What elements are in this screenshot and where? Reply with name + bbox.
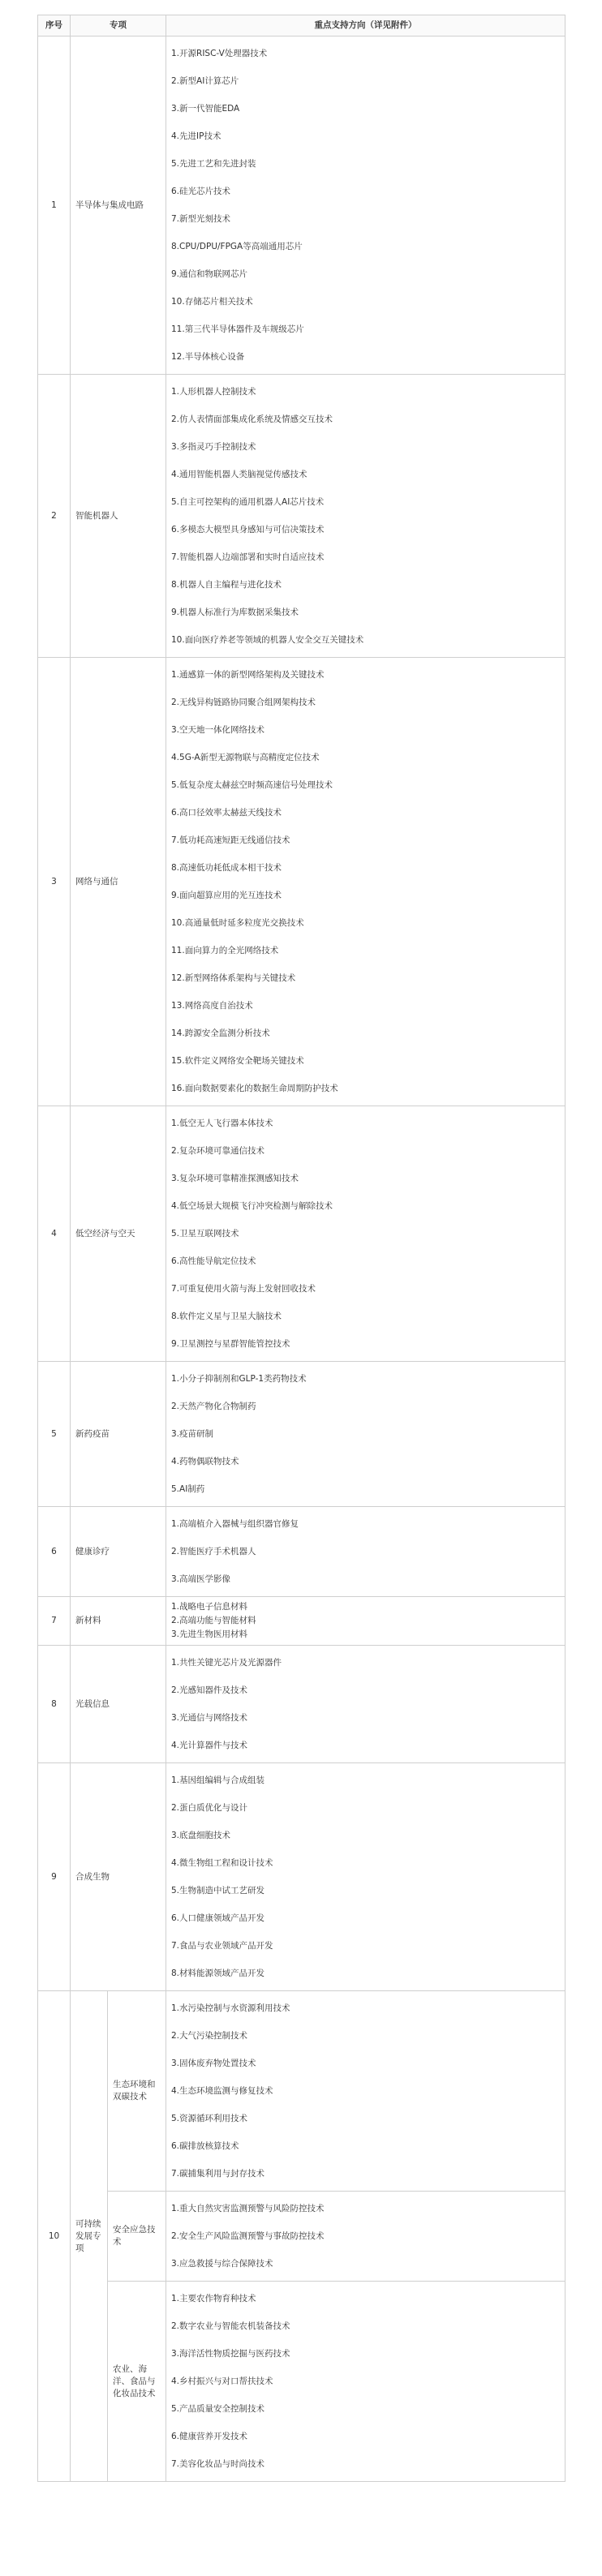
direction-item: 3.空天地一体化网络技术 <box>171 725 265 735</box>
direction-item: 3.海洋活性物质挖掘与医药技术 <box>171 2349 290 2359</box>
direction-item: 4.药物偶联物技术 <box>171 1457 239 1466</box>
direction-item: 10.高通量低时延多粒度光交换技术 <box>171 918 304 928</box>
direction-item: 1.人形机器人控制技术 <box>171 387 256 397</box>
direction-item: 11.面向算力的全光网络技术 <box>171 946 279 955</box>
direction-item: 6.高口径效率太赫兹天线技术 <box>171 808 282 818</box>
table-row <box>38 2192 565 2282</box>
direction-item: 5.自主可控架构的通用机器人AI芯片技术 <box>171 497 325 507</box>
direction-item: 4.5G-A新型无源物联与高精度定位技术 <box>171 753 320 762</box>
row-number: 7 <box>38 1597 71 1646</box>
row-topic: 网络与通信 <box>71 658 166 1106</box>
table-row <box>38 375 565 658</box>
row-directions <box>166 1362 565 1507</box>
table-row <box>38 658 565 1106</box>
direction-item: 9.卫星测控与星群智能管控技术 <box>171 1339 290 1349</box>
row-topic: 光载信息 <box>71 1646 166 1763</box>
table-header-row <box>38 15 565 36</box>
direction-item: 4.乡村振兴与对口帮扶技术 <box>171 2376 273 2386</box>
direction-item: 2.数字农业与智能农机装备技术 <box>171 2321 290 2331</box>
direction-item: 9.机器人标准行为库数据采集技术 <box>171 608 299 617</box>
direction-item: 6.碳排放核算技术 <box>171 2141 239 2151</box>
sub-topic: 生态环境和双碳技术 <box>108 1991 166 2192</box>
direction-item: 13.网络高度自治技术 <box>171 1001 253 1011</box>
direction-item: 6.高性能导航定位技术 <box>171 1256 256 1266</box>
row-number: 10 <box>38 1991 71 2482</box>
direction-item: 6.人口健康领域产品开发 <box>171 1913 265 1923</box>
direction-item: 1.主要农作物育种技术 <box>171 2294 256 2303</box>
direction-item: 2.高端功能与智能材料 <box>171 1616 256 1625</box>
table-row <box>38 1362 565 1507</box>
direction-item: 1.基因组编辑与合成组装 <box>171 1775 265 1785</box>
direction-item: 9.通信和物联网芯片 <box>171 269 248 279</box>
direction-item: 6.多模态大模型具身感知与可信决策技术 <box>171 525 325 535</box>
direction-item: 11.第三代半导体器件及车规级芯片 <box>171 324 304 334</box>
table-row <box>38 36 565 375</box>
direction-item: 2.智能医疗手术机器人 <box>171 1547 256 1556</box>
row-directions <box>166 1507 565 1597</box>
direction-item: 1.高端植介入器械与组织器官修复 <box>171 1519 299 1529</box>
direction-item: 6.健康营养开发技术 <box>171 2432 248 2441</box>
direction-item: 5.AI制药 <box>171 1484 205 1494</box>
direction-item: 2.天然产物化合物制药 <box>171 1402 256 1411</box>
table-row <box>38 1507 565 1597</box>
direction-item: 3.多指灵巧手控制技术 <box>171 442 256 452</box>
direction-item: 7.新型光刻技术 <box>171 214 231 224</box>
row-number: 6 <box>38 1507 71 1597</box>
direction-item: 7.碳捕集利用与封存技术 <box>171 2169 265 2179</box>
row-topic: 低空经济与空天 <box>71 1106 166 1362</box>
row-directions <box>166 2192 565 2282</box>
direction-item: 3.先进生物医用材料 <box>171 1629 248 1639</box>
row-topic: 半导体与集成电路 <box>71 36 166 375</box>
direction-item: 4.低空场景大规模飞行冲突检测与解除技术 <box>171 1201 333 1211</box>
row-topic: 可持续发展专项 <box>71 1991 108 2482</box>
direction-item: 1.重大自然灾害监测预警与风险防控技术 <box>171 2204 325 2213</box>
direction-item: 1.低空无人飞行器本体技术 <box>171 1118 273 1128</box>
direction-item: 2.光感知器件及技术 <box>171 1685 248 1695</box>
direction-item: 1.小分子抑制剂和GLP-1类药物技术 <box>171 1374 307 1384</box>
direction-item: 3.复杂环境可靠精准探测感知技术 <box>171 1174 299 1183</box>
table-row <box>38 1763 565 1991</box>
row-topic: 合成生物 <box>71 1763 166 1991</box>
direction-item: 12.新型网络体系架构与关键技术 <box>171 973 296 983</box>
sub-topic: 农业、海洋、食品与化妆品技术 <box>108 2282 166 2482</box>
direction-item: 8.材料能源领域产品开发 <box>171 1968 265 1978</box>
row-topic: 新材料 <box>71 1597 166 1646</box>
direction-item: 7.智能机器人边端部署和实时自适应技术 <box>171 552 325 562</box>
direction-item: 3.固体废弃物处置技术 <box>171 2059 256 2068</box>
table-row <box>38 1106 565 1362</box>
row-number: 2 <box>38 375 71 658</box>
row-directions <box>166 1763 565 1991</box>
row-directions <box>166 1597 565 1646</box>
direction-item: 7.可重复使用火箭与海上发射回收技术 <box>171 1284 316 1294</box>
direction-item: 5.低复杂度太赫兹空时频高速信号处理技术 <box>171 780 333 790</box>
row-number: 5 <box>38 1362 71 1507</box>
direction-item: 7.美容化妆品与时尚技术 <box>171 2459 265 2469</box>
table-body <box>38 36 565 2482</box>
direction-item: 8.高速低功耗低成本相干技术 <box>171 863 282 873</box>
direction-item: 2.新型AI计算芯片 <box>171 76 239 86</box>
direction-item: 12.半导体核心设备 <box>171 352 245 362</box>
direction-item: 2.复杂环境可靠通信技术 <box>171 1146 265 1156</box>
direction-item: 3.光通信与网络技术 <box>171 1713 248 1723</box>
row-directions <box>166 1991 565 2192</box>
direction-item: 2.无线异构链路协同聚合组网架构技术 <box>171 698 316 707</box>
direction-item: 5.资源循环利用技术 <box>171 2114 248 2123</box>
support-directions-table <box>37 15 565 2482</box>
direction-item: 1.通感算一体的新型网络架构及关键技术 <box>171 670 325 680</box>
direction-item: 3.应急救援与综合保障技术 <box>171 2259 273 2269</box>
table-row <box>38 1646 565 1763</box>
direction-item: 4.光计算器件与技术 <box>171 1741 248 1750</box>
row-directions <box>166 1106 565 1362</box>
row-topic: 健康诊疗 <box>71 1507 166 1597</box>
direction-item: 1.战略电子信息材料 <box>171 1602 248 1612</box>
direction-item: 5.产品质量安全控制技术 <box>171 2404 265 2414</box>
table-row <box>38 1991 565 2192</box>
row-directions <box>166 36 565 375</box>
row-number: 3 <box>38 658 71 1106</box>
direction-item: 4.通用智能机器人类脑视觉传感技术 <box>171 470 307 479</box>
direction-item: 7.食品与农业领域产品开发 <box>171 1941 273 1951</box>
row-directions <box>166 1646 565 1763</box>
row-directions <box>166 375 565 658</box>
direction-item: 8.机器人自主编程与进化技术 <box>171 580 282 590</box>
direction-item: 8.软件定义星与卫星大脑技术 <box>171 1312 282 1321</box>
direction-item: 15.软件定义网络安全靶场关键技术 <box>171 1056 304 1066</box>
direction-item: 3.底盘细胞技术 <box>171 1831 231 1840</box>
row-number: 4 <box>38 1106 71 1362</box>
direction-item: 2.大气污染控制技术 <box>171 2031 248 2041</box>
row-number: 9 <box>38 1763 71 1991</box>
direction-item: 14.跨源安全监测分析技术 <box>171 1028 270 1038</box>
direction-item: 1.开源RISC-V处理器技术 <box>171 49 268 58</box>
table-row <box>38 2282 565 2482</box>
row-directions <box>166 2282 565 2482</box>
direction-item: 10.存储芯片相关技术 <box>171 297 253 307</box>
direction-item: 6.硅光芯片技术 <box>171 187 231 196</box>
sub-topic: 安全应急技术 <box>108 2192 166 2282</box>
row-number: 1 <box>38 36 71 375</box>
direction-item: 10.面向医疗养老等领域的机器人安全交互关键技术 <box>171 635 364 645</box>
direction-item: 4.生态环境监测与修复技术 <box>171 2086 273 2096</box>
direction-item: 1.共性关键光芯片及光源器件 <box>171 1658 282 1668</box>
direction-item: 3.疫苗研制 <box>171 1429 214 1439</box>
direction-item: 1.水污染控制与水资源利用技术 <box>171 2003 290 2013</box>
direction-item: 2.仿人表情面部集成化系统及情感交互技术 <box>171 414 333 424</box>
table-row <box>38 1597 565 1646</box>
direction-item: 7.低功耗高速短距无线通信技术 <box>171 835 290 845</box>
direction-item: 4.微生物组工程和设计技术 <box>171 1858 273 1868</box>
direction-item: 8.CPU/DPU/FPGA等高端通用芯片 <box>171 242 303 251</box>
direction-item: 2.安全生产风险监测预警与事故防控技术 <box>171 2231 325 2241</box>
direction-item: 9.面向超算应用的光互连技术 <box>171 891 282 900</box>
direction-item: 5.先进工艺和先进封装 <box>171 159 256 169</box>
direction-item: 4.先进IP技术 <box>171 131 221 141</box>
row-topic: 新药疫苗 <box>71 1362 166 1507</box>
direction-item: 5.卫星互联网技术 <box>171 1229 239 1239</box>
direction-item: 3.高端医学影像 <box>171 1574 231 1584</box>
row-directions <box>166 658 565 1106</box>
header-directions: 重点支持方向（详见附件） <box>166 15 565 36</box>
direction-item: 5.生物制造中试工艺研发 <box>171 1886 265 1896</box>
header-num: 序号 <box>38 15 71 36</box>
direction-item: 2.蛋白质优化与设计 <box>171 1803 248 1813</box>
row-number: 8 <box>38 1646 71 1763</box>
header-topic: 专项 <box>71 15 166 36</box>
row-topic: 智能机器人 <box>71 375 166 658</box>
direction-item: 3.新一代智能EDA <box>171 104 240 114</box>
direction-item: 16.面向数据要素化的数据生命周期防护技术 <box>171 1084 338 1093</box>
